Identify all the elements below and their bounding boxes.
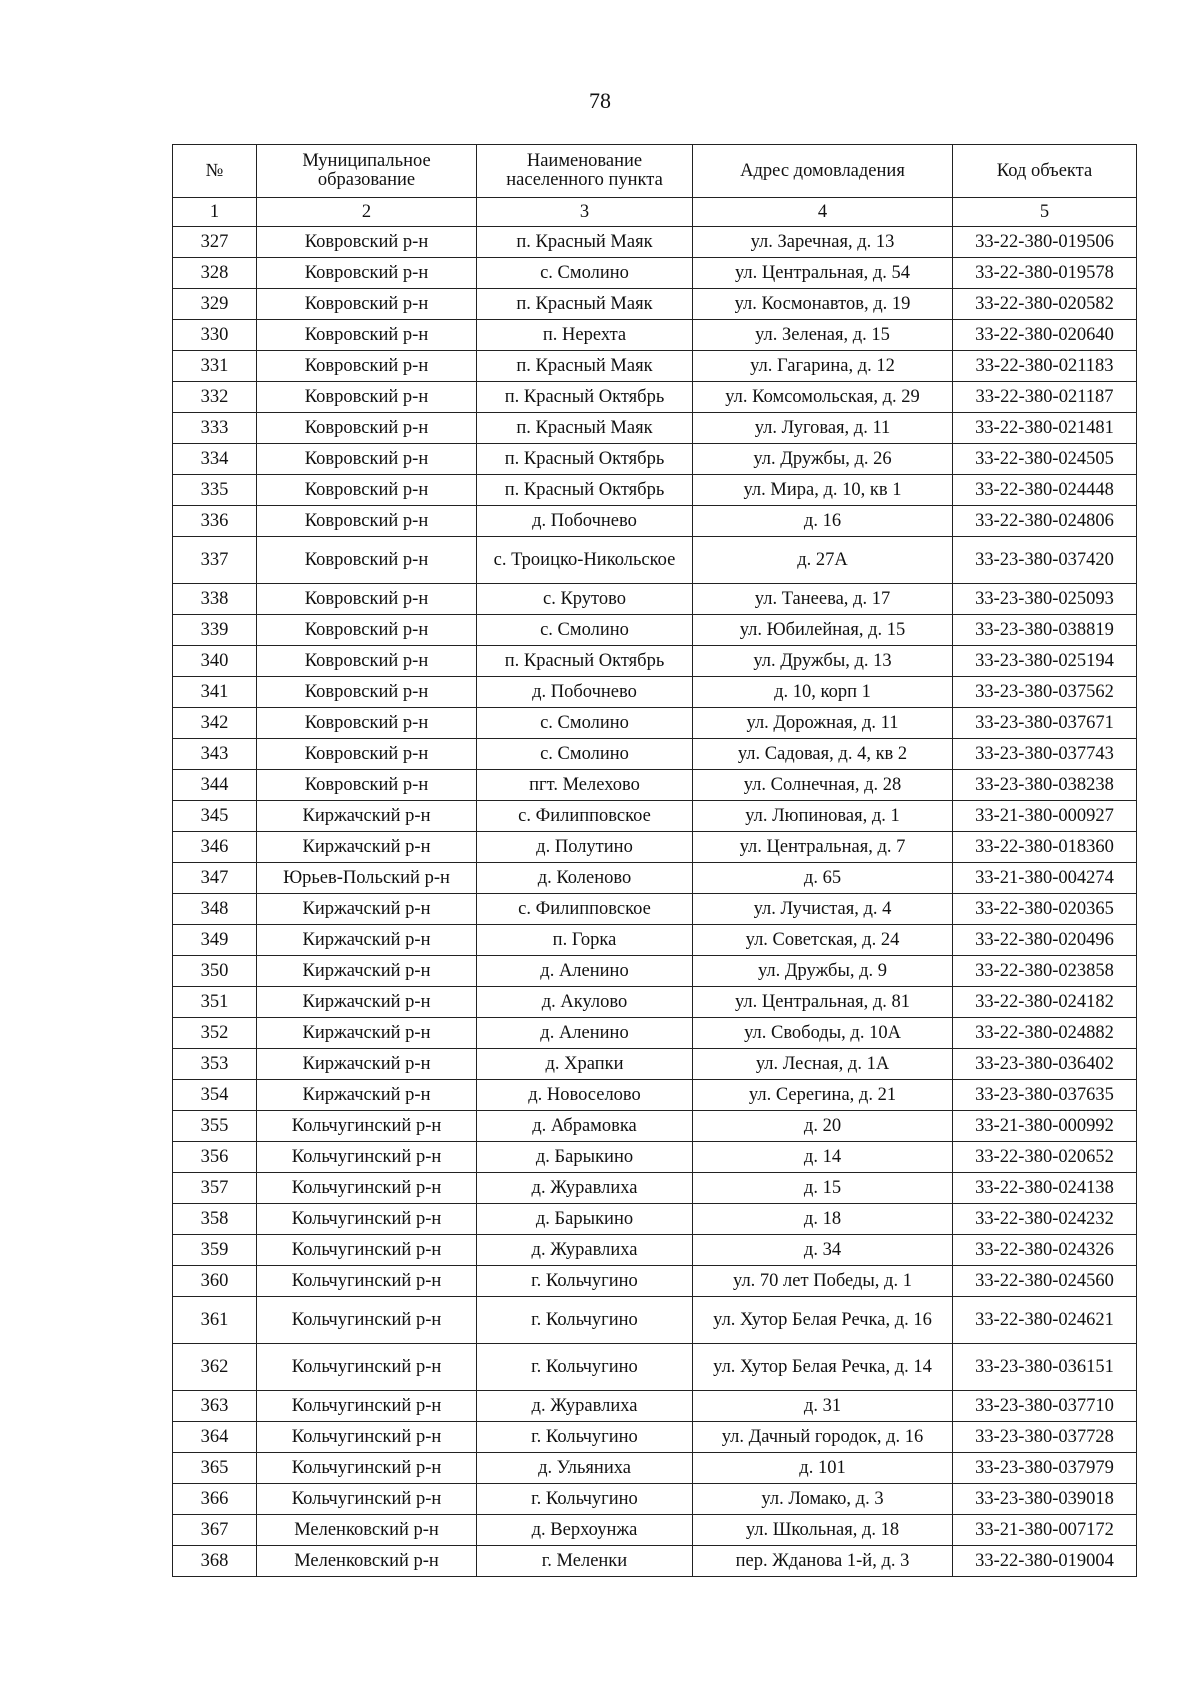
address-cell: ул. Юбилейная, д. 15 bbox=[693, 615, 953, 646]
object-code-cell: 33-21-380-004274 bbox=[953, 863, 1137, 894]
object-code-cell: 33-23-380-036151 bbox=[953, 1344, 1137, 1391]
municipality-cell: Меленковский р-н bbox=[257, 1515, 477, 1546]
table-row bbox=[173, 584, 1137, 615]
object-code-cell: 33-22-380-024138 bbox=[953, 1173, 1137, 1204]
settlement-cell: с. Смолино bbox=[477, 739, 693, 770]
municipality-cell: Киржачский р-н bbox=[257, 894, 477, 925]
municipality-cell: Ковровский р-н bbox=[257, 677, 477, 708]
object-code-cell: 33-22-380-020365 bbox=[953, 894, 1137, 925]
table-row bbox=[173, 382, 1137, 413]
object-code-cell: 33-22-380-024560 bbox=[953, 1266, 1137, 1297]
settlement-cell: д. Аленино bbox=[477, 1018, 693, 1049]
municipality-cell: Ковровский р-н bbox=[257, 708, 477, 739]
row-number: 332 bbox=[173, 382, 257, 413]
address-cell: д. 65 bbox=[693, 863, 953, 894]
object-code-cell: 33-22-380-024182 bbox=[953, 987, 1137, 1018]
row-number: 357 bbox=[173, 1173, 257, 1204]
settlement-cell: с. Смолино bbox=[477, 615, 693, 646]
row-number: 366 bbox=[173, 1484, 257, 1515]
settlement-cell: с. Смолино bbox=[477, 708, 693, 739]
object-code-cell: 33-22-380-024232 bbox=[953, 1204, 1137, 1235]
municipality-cell: Кольчугинский р-н bbox=[257, 1266, 477, 1297]
row-number: 362 bbox=[173, 1344, 257, 1391]
row-number: 346 bbox=[173, 832, 257, 863]
address-cell: д. 31 bbox=[693, 1391, 953, 1422]
settlement-cell: д. Побочнево bbox=[477, 506, 693, 537]
table-row bbox=[173, 227, 1137, 258]
object-code-cell: 33-23-380-037635 bbox=[953, 1080, 1137, 1111]
table-row bbox=[173, 537, 1137, 584]
address-cell: ул. Хутор Белая Речка, д. 16 bbox=[693, 1297, 953, 1344]
column-number: 2 bbox=[257, 198, 477, 227]
row-number: 337 bbox=[173, 537, 257, 584]
object-code-cell: 33-23-380-037979 bbox=[953, 1453, 1137, 1484]
object-code-cell: 33-22-380-019004 bbox=[953, 1546, 1137, 1577]
settlement-cell: д. Журавлиха bbox=[477, 1235, 693, 1266]
municipality-cell: Кольчугинский р-н bbox=[257, 1391, 477, 1422]
municipality-cell: Ковровский р-н bbox=[257, 770, 477, 801]
municipality-cell: Киржачский р-н bbox=[257, 1049, 477, 1080]
row-number: 350 bbox=[173, 956, 257, 987]
object-code-cell: 33-23-380-037671 bbox=[953, 708, 1137, 739]
row-number: 341 bbox=[173, 677, 257, 708]
object-code-cell: 33-22-380-021183 bbox=[953, 351, 1137, 382]
object-code-cell: 33-23-380-036402 bbox=[953, 1049, 1137, 1080]
row-number: 340 bbox=[173, 646, 257, 677]
row-number: 361 bbox=[173, 1297, 257, 1344]
municipality-cell: Ковровский р-н bbox=[257, 739, 477, 770]
municipality-cell: Кольчугинский р-н bbox=[257, 1297, 477, 1344]
table-row bbox=[173, 1266, 1137, 1297]
municipality-cell: Ковровский р-н bbox=[257, 227, 477, 258]
address-cell: ул. Центральная, д. 54 bbox=[693, 258, 953, 289]
object-code-cell: 33-22-380-024448 bbox=[953, 475, 1137, 506]
table-row bbox=[173, 475, 1137, 506]
object-code-cell: 33-22-380-021481 bbox=[953, 413, 1137, 444]
row-number: 331 bbox=[173, 351, 257, 382]
header-row bbox=[173, 145, 1137, 198]
settlement-cell: п. Красный Октябрь bbox=[477, 475, 693, 506]
address-cell: ул. Дружбы, д. 26 bbox=[693, 444, 953, 475]
table-row bbox=[173, 1111, 1137, 1142]
municipality-cell: Юрьев-Польский р-н bbox=[257, 863, 477, 894]
address-cell: ул. Зеленая, д. 15 bbox=[693, 320, 953, 351]
object-code-cell: 33-23-380-037710 bbox=[953, 1391, 1137, 1422]
settlement-cell: д. Аленино bbox=[477, 956, 693, 987]
address-cell: ул. Дружбы, д. 9 bbox=[693, 956, 953, 987]
municipality-cell: Кольчугинский р-н bbox=[257, 1142, 477, 1173]
settlement-cell: пгт. Мелехово bbox=[477, 770, 693, 801]
row-number: 368 bbox=[173, 1546, 257, 1577]
table-row bbox=[173, 1018, 1137, 1049]
page-number: 78 bbox=[589, 88, 611, 113]
address-cell: д. 16 bbox=[693, 506, 953, 537]
address-cell: ул. Серегина, д. 21 bbox=[693, 1080, 953, 1111]
municipality-cell: Киржачский р-н bbox=[257, 801, 477, 832]
row-number: 367 bbox=[173, 1515, 257, 1546]
table-row bbox=[173, 351, 1137, 382]
settlement-cell: п. Горка bbox=[477, 925, 693, 956]
settlement-cell: г. Кольчугино bbox=[477, 1297, 693, 1344]
object-code-cell: 33-23-380-025194 bbox=[953, 646, 1137, 677]
object-code-cell: 33-23-380-037743 bbox=[953, 739, 1137, 770]
row-number: 365 bbox=[173, 1453, 257, 1484]
table-row bbox=[173, 1391, 1137, 1422]
row-number: 330 bbox=[173, 320, 257, 351]
municipality-cell: Ковровский р-н bbox=[257, 351, 477, 382]
settlement-cell: п. Красный Маяк bbox=[477, 289, 693, 320]
settlement-cell: д. Акулово bbox=[477, 987, 693, 1018]
settlement-cell: д. Полутино bbox=[477, 832, 693, 863]
municipality-cell: Ковровский р-н bbox=[257, 506, 477, 537]
municipality-cell: Меленковский р-н bbox=[257, 1546, 477, 1577]
settlement-cell: д. Побочнево bbox=[477, 677, 693, 708]
object-code-cell: 33-22-380-024326 bbox=[953, 1235, 1137, 1266]
municipality-cell: Кольчугинский р-н bbox=[257, 1173, 477, 1204]
object-code-cell: 33-22-380-021187 bbox=[953, 382, 1137, 413]
column-number: 3 bbox=[477, 198, 693, 227]
settlement-cell: г. Кольчугино bbox=[477, 1344, 693, 1391]
municipality-cell: Кольчугинский р-н bbox=[257, 1453, 477, 1484]
row-number: 352 bbox=[173, 1018, 257, 1049]
address-cell: д. 14 bbox=[693, 1142, 953, 1173]
settlement-cell: д. Ульяниха bbox=[477, 1453, 693, 1484]
table-row bbox=[173, 770, 1137, 801]
table-row bbox=[173, 677, 1137, 708]
municipality-cell: Ковровский р-н bbox=[257, 615, 477, 646]
object-code-cell: 33-23-380-037728 bbox=[953, 1422, 1137, 1453]
address-cell: д. 15 bbox=[693, 1173, 953, 1204]
object-code-cell: 33-23-380-039018 bbox=[953, 1484, 1137, 1515]
column-number: 4 bbox=[693, 198, 953, 227]
object-code-cell: 33-22-380-020496 bbox=[953, 925, 1137, 956]
table-row bbox=[173, 739, 1137, 770]
settlement-cell: с. Смолино bbox=[477, 258, 693, 289]
settlement-cell: г. Кольчугино bbox=[477, 1266, 693, 1297]
address-cell: ул. Лучистая, д. 4 bbox=[693, 894, 953, 925]
row-number: 329 bbox=[173, 289, 257, 320]
table-row bbox=[173, 258, 1137, 289]
row-number: 351 bbox=[173, 987, 257, 1018]
row-number: 355 bbox=[173, 1111, 257, 1142]
object-code-cell: 33-22-380-018360 bbox=[953, 832, 1137, 863]
table-row bbox=[173, 1344, 1137, 1391]
object-code-cell: 33-22-380-024882 bbox=[953, 1018, 1137, 1049]
row-number: 339 bbox=[173, 615, 257, 646]
settlement-cell: с. Крутово bbox=[477, 584, 693, 615]
address-cell: ул. Дорожная, д. 11 bbox=[693, 708, 953, 739]
municipality-cell: Ковровский р-н bbox=[257, 289, 477, 320]
table-row bbox=[173, 894, 1137, 925]
settlement-cell: с. Филипповское bbox=[477, 801, 693, 832]
table-row bbox=[173, 863, 1137, 894]
table-row bbox=[173, 1453, 1137, 1484]
table-row bbox=[173, 1080, 1137, 1111]
object-code-cell: 33-23-380-038819 bbox=[953, 615, 1137, 646]
address-cell: пер. Жданова 1-й, д. 3 bbox=[693, 1546, 953, 1577]
column-number: 1 bbox=[173, 198, 257, 227]
municipality-cell: Ковровский р-н bbox=[257, 584, 477, 615]
address-cell: ул. Свободы, д. 10А bbox=[693, 1018, 953, 1049]
table-row bbox=[173, 1515, 1137, 1546]
address-cell: ул. Солнечная, д. 28 bbox=[693, 770, 953, 801]
municipality-cell: Кольчугинский р-н bbox=[257, 1204, 477, 1235]
object-code-cell: 33-22-380-024621 bbox=[953, 1297, 1137, 1344]
municipality-cell: Ковровский р-н bbox=[257, 413, 477, 444]
settlement-cell: д. Новоселово bbox=[477, 1080, 693, 1111]
table-row bbox=[173, 1484, 1137, 1515]
table-row bbox=[173, 925, 1137, 956]
address-cell: ул. Гагарина, д. 12 bbox=[693, 351, 953, 382]
table-row bbox=[173, 289, 1137, 320]
address-cell: ул. Мира, д. 10, кв 1 bbox=[693, 475, 953, 506]
row-number: 359 bbox=[173, 1235, 257, 1266]
registry-table bbox=[172, 144, 1137, 1577]
settlement-cell: д. Храпки bbox=[477, 1049, 693, 1080]
address-cell: д. 101 bbox=[693, 1453, 953, 1484]
column-number-row bbox=[173, 198, 1137, 227]
municipality-cell: Кольчугинский р-н bbox=[257, 1344, 477, 1391]
address-cell: д. 20 bbox=[693, 1111, 953, 1142]
row-number: 364 bbox=[173, 1422, 257, 1453]
table-row bbox=[173, 413, 1137, 444]
settlement-cell: г. Кольчугино bbox=[477, 1422, 693, 1453]
settlement-cell: д. Абрамовка bbox=[477, 1111, 693, 1142]
table-row bbox=[173, 1422, 1137, 1453]
settlement-cell: п. Красный Маяк bbox=[477, 227, 693, 258]
table-row bbox=[173, 987, 1137, 1018]
table-row bbox=[173, 956, 1137, 987]
object-code-cell: 33-22-380-020640 bbox=[953, 320, 1137, 351]
address-cell: ул. Танеева, д. 17 bbox=[693, 584, 953, 615]
table-row bbox=[173, 832, 1137, 863]
column-header-settlement: Наименование населенного пункта bbox=[477, 145, 693, 198]
municipality-cell: Киржачский р-н bbox=[257, 832, 477, 863]
row-number: 343 bbox=[173, 739, 257, 770]
municipality-cell: Кольчугинский р-н bbox=[257, 1235, 477, 1266]
object-code-cell: 33-22-380-023858 bbox=[953, 956, 1137, 987]
address-cell: д. 34 bbox=[693, 1235, 953, 1266]
address-cell: д. 18 bbox=[693, 1204, 953, 1235]
municipality-cell: Ковровский р-н bbox=[257, 646, 477, 677]
object-code-cell: 33-22-380-020652 bbox=[953, 1142, 1137, 1173]
object-code-cell: 33-23-380-025093 bbox=[953, 584, 1137, 615]
row-number: 327 bbox=[173, 227, 257, 258]
municipality-cell: Кольчугинский р-н bbox=[257, 1111, 477, 1142]
address-cell: ул. Комсомольская, д. 29 bbox=[693, 382, 953, 413]
object-code-cell: 33-22-380-024806 bbox=[953, 506, 1137, 537]
municipality-cell: Кольчугинский р-н bbox=[257, 1422, 477, 1453]
table-row bbox=[173, 1297, 1137, 1344]
settlement-cell: д. Верхоунжа bbox=[477, 1515, 693, 1546]
table-body bbox=[173, 227, 1137, 1577]
row-number: 336 bbox=[173, 506, 257, 537]
settlement-cell: п. Красный Маяк bbox=[477, 413, 693, 444]
settlement-cell: с. Троицко-Никольское bbox=[477, 537, 693, 584]
settlement-cell: д. Журавлиха bbox=[477, 1391, 693, 1422]
settlement-cell: д. Барыкино bbox=[477, 1204, 693, 1235]
table-row bbox=[173, 1049, 1137, 1080]
address-cell: ул. Садовая, д. 4, кв 2 bbox=[693, 739, 953, 770]
table-row bbox=[173, 1235, 1137, 1266]
row-number: 328 bbox=[173, 258, 257, 289]
table-row bbox=[173, 1204, 1137, 1235]
object-code-cell: 33-21-380-000927 bbox=[953, 801, 1137, 832]
municipality-cell: Ковровский р-н bbox=[257, 258, 477, 289]
table-row bbox=[173, 708, 1137, 739]
address-cell: ул. Заречная, д. 13 bbox=[693, 227, 953, 258]
municipality-cell: Ковровский р-н bbox=[257, 537, 477, 584]
row-number: 353 bbox=[173, 1049, 257, 1080]
row-number: 358 bbox=[173, 1204, 257, 1235]
row-number: 356 bbox=[173, 1142, 257, 1173]
table-row bbox=[173, 320, 1137, 351]
table-row bbox=[173, 615, 1137, 646]
municipality-cell: Киржачский р-н bbox=[257, 1080, 477, 1111]
table-row bbox=[173, 1173, 1137, 1204]
row-number: 347 bbox=[173, 863, 257, 894]
object-code-cell: 33-22-380-019506 bbox=[953, 227, 1137, 258]
municipality-cell: Ковровский р-н bbox=[257, 382, 477, 413]
settlement-cell: п. Красный Октябрь bbox=[477, 646, 693, 677]
municipality-cell: Ковровский р-н bbox=[257, 444, 477, 475]
row-number: 348 bbox=[173, 894, 257, 925]
municipality-cell: Киржачский р-н bbox=[257, 987, 477, 1018]
address-cell: ул. Советская, д. 24 bbox=[693, 925, 953, 956]
row-number: 342 bbox=[173, 708, 257, 739]
table-row bbox=[173, 506, 1137, 537]
address-cell: ул. 70 лет Победы, д. 1 bbox=[693, 1266, 953, 1297]
address-cell: ул. Лесная, д. 1А bbox=[693, 1049, 953, 1080]
object-code-cell: 33-21-380-000992 bbox=[953, 1111, 1137, 1142]
address-cell: ул. Космонавтов, д. 19 bbox=[693, 289, 953, 320]
column-header-object-code: Код объекта bbox=[953, 145, 1137, 198]
settlement-cell: п. Красный Октябрь bbox=[477, 382, 693, 413]
object-code-cell: 33-21-380-007172 bbox=[953, 1515, 1137, 1546]
column-header-address: Адрес домовладения bbox=[693, 145, 953, 198]
address-cell: ул. Люпиновая, д. 1 bbox=[693, 801, 953, 832]
settlement-cell: д. Журавлиха bbox=[477, 1173, 693, 1204]
municipality-cell: Киржачский р-н bbox=[257, 925, 477, 956]
address-cell: д. 10, корп 1 bbox=[693, 677, 953, 708]
row-number: 334 bbox=[173, 444, 257, 475]
table-row bbox=[173, 1546, 1137, 1577]
column-number: 5 bbox=[953, 198, 1137, 227]
table-row bbox=[173, 801, 1137, 832]
object-code-cell: 33-23-380-037562 bbox=[953, 677, 1137, 708]
row-number: 335 bbox=[173, 475, 257, 506]
object-code-cell: 33-23-380-037420 bbox=[953, 537, 1137, 584]
table-row bbox=[173, 1142, 1137, 1173]
object-code-cell: 33-22-380-019578 bbox=[953, 258, 1137, 289]
row-number: 338 bbox=[173, 584, 257, 615]
settlement-cell: г. Кольчугино bbox=[477, 1484, 693, 1515]
settlement-cell: г. Меленки bbox=[477, 1546, 693, 1577]
municipality-cell: Киржачский р-н bbox=[257, 956, 477, 987]
address-cell: ул. Дружбы, д. 13 bbox=[693, 646, 953, 677]
address-cell: ул. Хутор Белая Речка, д. 14 bbox=[693, 1344, 953, 1391]
municipality-cell: Киржачский р-н bbox=[257, 1018, 477, 1049]
object-code-cell: 33-22-380-020582 bbox=[953, 289, 1137, 320]
settlement-cell: д. Коленово bbox=[477, 863, 693, 894]
row-number: 333 bbox=[173, 413, 257, 444]
address-cell: ул. Школьная, д. 18 bbox=[693, 1515, 953, 1546]
column-header-municipality: Муниципальное образование bbox=[257, 145, 477, 198]
settlement-cell: с. Филипповское bbox=[477, 894, 693, 925]
table-row bbox=[173, 444, 1137, 475]
settlement-cell: п. Красный Октябрь bbox=[477, 444, 693, 475]
object-code-cell: 33-22-380-024505 bbox=[953, 444, 1137, 475]
table-row bbox=[173, 646, 1137, 677]
address-cell: д. 27А bbox=[693, 537, 953, 584]
address-cell: ул. Луговая, д. 11 bbox=[693, 413, 953, 444]
municipality-cell: Кольчугинский р-н bbox=[257, 1484, 477, 1515]
column-header-number: № bbox=[173, 145, 257, 198]
settlement-cell: п. Нерехта bbox=[477, 320, 693, 351]
row-number: 360 bbox=[173, 1266, 257, 1297]
address-cell: ул. Центральная, д. 7 bbox=[693, 832, 953, 863]
row-number: 344 bbox=[173, 770, 257, 801]
object-code-cell: 33-23-380-038238 bbox=[953, 770, 1137, 801]
row-number: 345 bbox=[173, 801, 257, 832]
address-cell: ул. Центральная, д. 81 bbox=[693, 987, 953, 1018]
row-number: 354 bbox=[173, 1080, 257, 1111]
row-number: 349 bbox=[173, 925, 257, 956]
row-number: 363 bbox=[173, 1391, 257, 1422]
municipality-cell: Ковровский р-н bbox=[257, 475, 477, 506]
municipality-cell: Ковровский р-н bbox=[257, 320, 477, 351]
address-cell: ул. Дачный городок, д. 16 bbox=[693, 1422, 953, 1453]
settlement-cell: п. Красный Маяк bbox=[477, 351, 693, 382]
address-cell: ул. Ломако, д. 3 bbox=[693, 1484, 953, 1515]
settlement-cell: д. Барыкино bbox=[477, 1142, 693, 1173]
